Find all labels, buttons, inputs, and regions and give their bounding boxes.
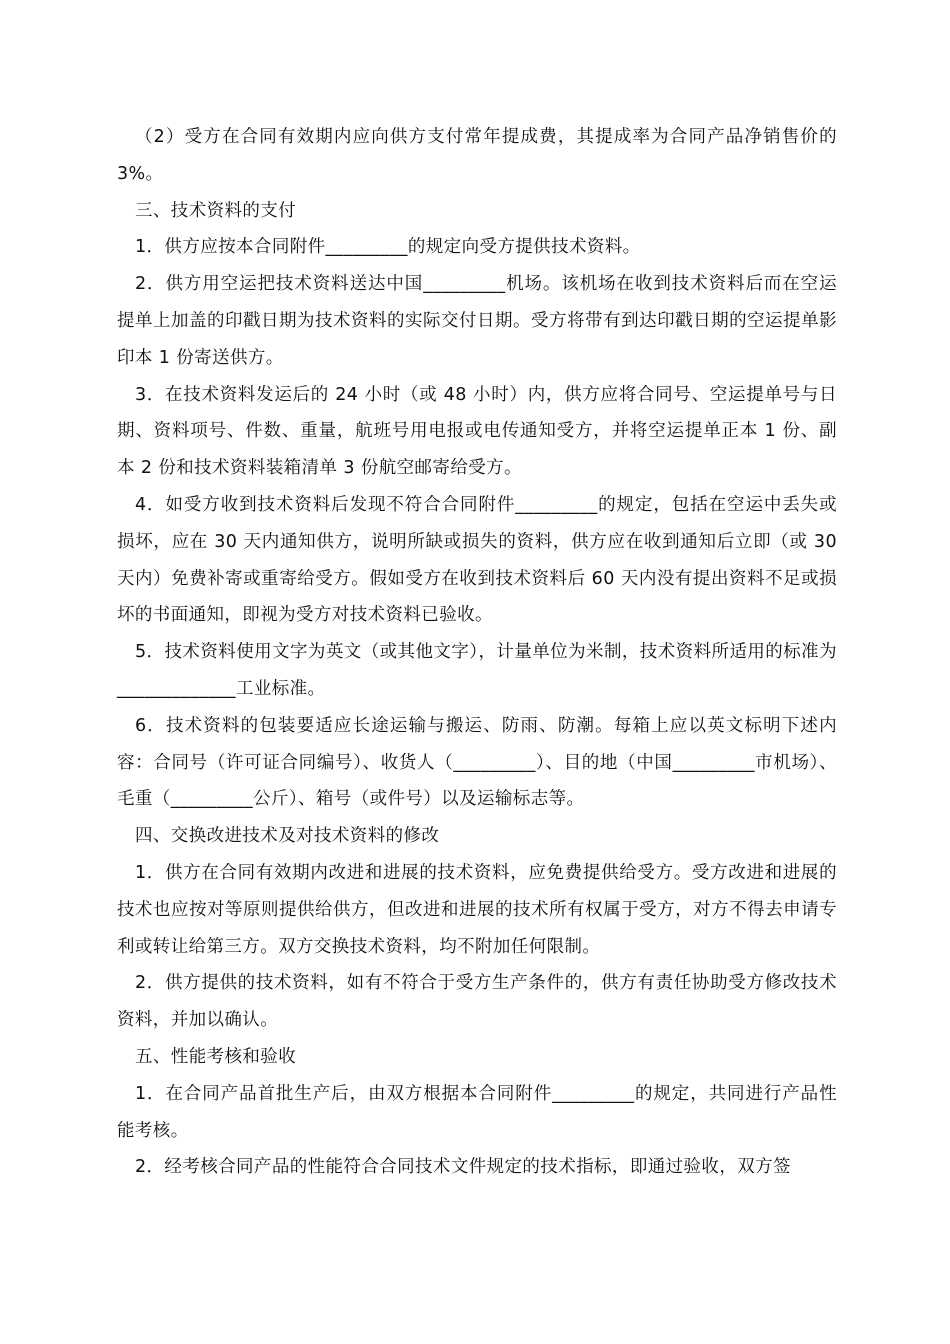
paragraph-royalty-rate: （2）受方在合同有效期内应向供方支付常年提成费，其提成率为合同产品净销售价的 3%。 — [117, 127, 837, 184]
section-heading-performance-acceptance: 五、性能考核和验收 — [135, 1046, 297, 1067]
clause-3-5: 5．技术资料使用文字为英文（或其他文字），计量单位为米制，技术资料所适用的标准为_____________工业标准。 — [117, 642, 837, 699]
section-heading-improvements-exchange: 四、交换改进技术及对技术资料的修改 — [135, 826, 440, 847]
clause-3-6: 6．技术资料的包装要适应长途运输与搬运、防雨、防潮。每箱上应以英文标明下述内容：合同号（许可证合同编号）、收货人（_________）、目的地（中国_________市机场）、毛重（_________公斤）、箱号（或件号）以及运输标志等。 — [117, 715, 837, 810]
section-heading-technical-documents-delivery: 三、技术资料的支付 — [135, 200, 297, 221]
clause-3-2: 2．供方用空运把技术资料送达中国_________机场。该机场在收到技术资料后而在空运提单上加盖的印戳日期为技术资料的实际交付日期。受方将带有到达印戳日期的空运提单影印本 1 份寄送供方。 — [117, 274, 837, 368]
clause-3-1: 1．供方应按本合同附件_________的规定向受方提供技术资料。 — [135, 237, 641, 258]
document-page — [117, 119, 837, 1186]
clause-4-1: 1．供方在合同有效期内改进和进展的技术资料，应免费提供给受方。受方改进和进展的技术也应按对等原则提供给供方，但改进和进展的技术所有权属于受方，对方不得去申请专利或转让给第三方。双方交换技术资料，均不附加任何限制。 — [117, 862, 837, 957]
clause-5-1: 1．在合同产品首批生产后，由双方根据本合同附件_________的规定，共同进行产品性能考核。 — [117, 1083, 837, 1141]
clause-5-2: 2．经考核合同产品的性能符合合同技术文件规定的技术指标，即通过验收，双方签 — [135, 1157, 791, 1178]
clause-3-4: 4．如受方收到技术资料后发现不符合合同附件_________的规定，包括在空运中丢失或损坏，应在 30 天内通知供方，说明所缺或损失的资料，供方应在收到通知后立即（或 30 天内）免费补寄或重寄给受方。假如受方在收到技术资料后 60 天内没有提出资料不足或损坏的书面通知，即视为受方对技术资料已验收。 — [117, 494, 837, 626]
clause-3-3: 3．在技术资料发运后的 24 小时（或 48 小时）内，供方应将合同号、空运提单号与日期、资料项号、件数、重量，航班号用电报或电传通知受方，并将空运提单正本 1 份、副本 2 份和技术资料装箱清单 3 份航空邮寄给受方。 — [117, 384, 837, 479]
clause-4-2: 2．供方提供的技术资料，如有不符合于受方生产条件的，供方有责任协助受方修改技术资料，并加以确认。 — [117, 973, 837, 1031]
